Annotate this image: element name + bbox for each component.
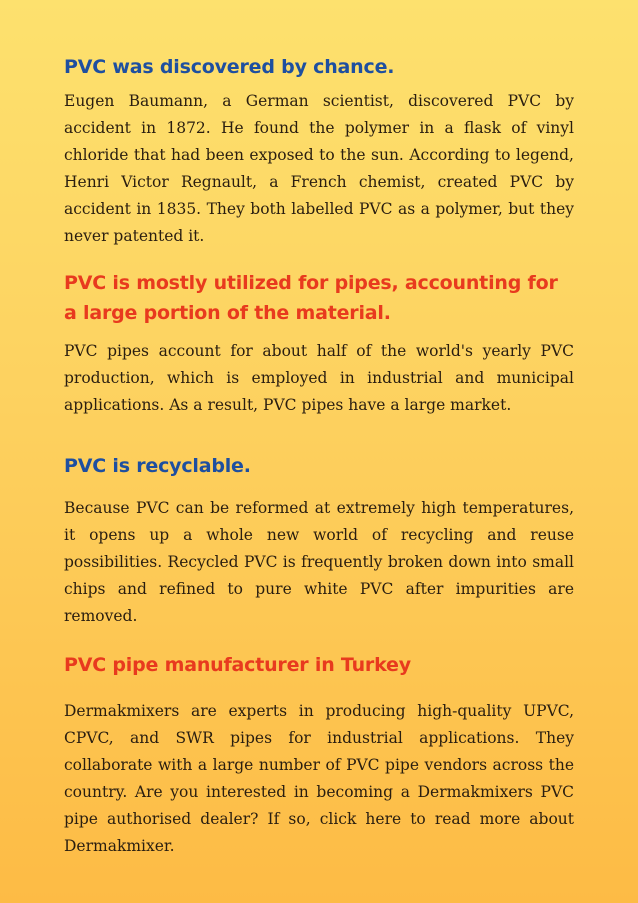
section-body: Dermakmixers are experts in producing high-quality UPVC, CPVC, and SWR pipes for industrial applications. They collaborate with a large number of PVC pipe vendors across the country. Are you interested in becoming a Dermakmixers PVC pipe authorised dealer? If so, click here to read more about Dermakmixer. xyxy=(64,702,574,855)
section-heading: PVC is mostly utilized for pipes, accounting for a large portion of the material. xyxy=(64,272,558,324)
section-discovery xyxy=(64,52,574,250)
section-body: PVC pipes account for about half of the world's yearly PVC production, which is employed in industrial and municipal applications. As a result, PVC pipes have a large market. xyxy=(64,342,574,414)
section-body: Eugen Baumann, a German scientist, discovered PVC by accident in 1872. He found the polymer in a flask of vinyl chloride that had been exposed to the sun. According to legend, Henri Victor Regnault, a French chemist, created PVC by accident in 1835. They both labelled PVC as a polymer, but they never patented it. xyxy=(64,92,574,245)
section-heading: PVC pipe manufacturer in Turkey xyxy=(64,654,411,676)
section-heading: PVC was discovered by chance. xyxy=(64,56,395,78)
section-heading: PVC is recyclable. xyxy=(64,455,251,477)
section-recyclable xyxy=(64,451,574,630)
section-manufacturer xyxy=(64,650,574,860)
section-body: Because PVC can be reformed at extremely high temperatures, it opens up a whole new world of recycling and reuse possibilities. Recycled PVC is frequently broken down into small chips and refined to pure white PVC after impurities are removed. xyxy=(64,499,574,625)
section-pipes xyxy=(64,268,574,419)
